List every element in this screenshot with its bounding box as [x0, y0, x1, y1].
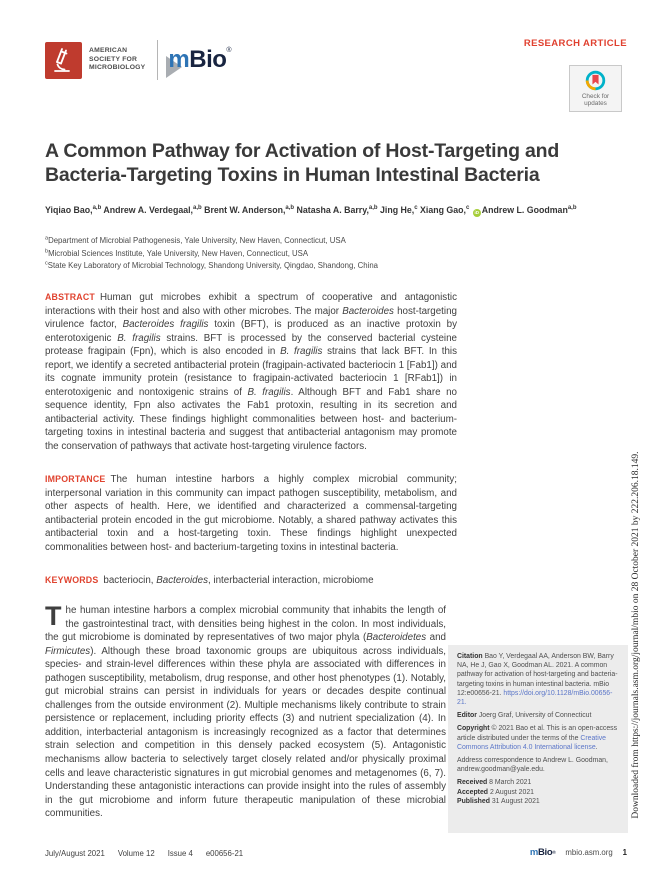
logo-divider [157, 40, 158, 80]
asm-logo [45, 42, 145, 79]
footer-issue-date: July/August 2021 [45, 849, 105, 858]
affiliation-c: $^c$State Key Laboratory of Microbial Technology, Shandong University, Qingdao, Shandong, China [45, 260, 379, 271]
abstract-label: ABSTRACT [45, 292, 95, 302]
drop-cap: T [45, 601, 62, 631]
authors-group-2: Andrew L. Goodman$^{a,b}$ [481, 205, 577, 215]
received-date: Received 8 March 2021 [457, 779, 532, 787]
intro-paragraph [45, 601, 446, 821]
author-list [45, 205, 625, 217]
citation-metadata-box [448, 645, 628, 833]
keywords-line [45, 574, 457, 588]
abstract-paragraph [45, 291, 457, 454]
affiliation-list [45, 235, 378, 273]
footer-volume: Volume 12 [117, 849, 155, 858]
footer-page-number: 1 [622, 848, 627, 857]
citation-text[interactable]: Citation Bao Y, Verdegaal AA, Anderson BW, Barry NA, He J, Gao X, Goodman AL. 2021. A common pathway for activation of host-targeting and bacteria-targeting toxins in human intestinal bacteria. mBio 12:e00656-21. https://doi.org/10.1128/mBio.00656-21. [457, 653, 618, 707]
article-type-label: RESEARCH ARTICLE [523, 38, 627, 49]
keywords-text: bacteriocin, Bacteroides, interbacterial interaction, microbiome [103, 575, 374, 586]
editor-text: Editor Joerg Graf, University of Connecticut [457, 712, 592, 720]
importance-label: IMPORTANCE [45, 474, 106, 484]
header [45, 40, 232, 80]
copyright-text[interactable]: Copyright © 2021 Bao et al. This is an open-access article distributed under the terms of the Creative Commons Attribution 4.0 International license. [457, 725, 618, 751]
importance-text: The human intestine harbors a highly complex microbial community; interpersonal variation in this community can impact pathogen susceptibility, metabolism, and other aspects of health. Here, we identified and characterized a commensal-targeting antibacterial protein encoded in the gut microbiome. Notably, a shared pathway activates this antibacterial toxin and a host-targeting toxin. These findings highlight unexpected commonalities between host- and bacterium-targeting toxins in intestinal bacteria. [45, 474, 457, 553]
asm-society-name: AMERICAN SOCIETY FOR MICROBIOLOGY [89, 47, 146, 72]
intro-text: he human intestine harbors a complex microbial community that inhabits the length of the gastrointestinal tract, with densities being highest in the colon. In most individuals, the gut microbiome is dominated by representatives of two major phyla (Bacteroidetes and Firmicutes). Although these broad taxonomic groups are ubiquitous across individuals, species- and strain-level differences within these phyla are associated with differences in pathogen susceptibility, metabolism, drug response, and other host phenotypes (1). Notably, gut microbial strains can persist in individuals for years or decades despite continual challenges from the outside environment (2). Multiple mechanisms likely contribute to strain persistence or replacement, including priority effects (3) and nutrient specialization (4). In addition, interbacterial antagonism is increasingly recognized as a factor that determines strain selection and competition in this densely packed ecosystem (5). Antagonistic mechanisms allow bacteria to selectively target closely related and/or physically proximal cells and leave characteristic signatures in gut microbial genomes and metagenomes (6, 7). Understanding these antagonistic interactions can provide insight into the rules of assembly in the gut microbiome and inform future therapeutic manipulation of these microbial communities. [45, 605, 446, 820]
accepted-date: Accepted 2 August 2021 [457, 788, 535, 796]
download-watermark: Downloaded from https://journals.asm.org/journal/mbio on 28 October 2021 by 222.206.18.149. [631, 451, 641, 819]
affiliation-b: $^b$Microbial Sciences Institute, Yale University, New Haven, Connecticut, USA [45, 248, 309, 258]
mbio-journal-logo [168, 48, 231, 72]
footer-issue: Issue 4 [167, 849, 193, 858]
crossmark-icon [585, 70, 606, 91]
orcid-icon[interactable]: iD [474, 210, 480, 215]
asm-microscope-icon [45, 42, 82, 79]
importance-paragraph [45, 473, 457, 554]
check-for-updates-button[interactable] [569, 65, 622, 112]
affiliation-a: $^a$Department of Microbial Pathogenesis, Yale University, New Haven, Connecticut, USA [45, 235, 346, 245]
authors-group-1: Yiqiao Bao,$^{a,b}$ Andrew A. Verdegaal,$^{a,b}$ Brent W. Anderson,$^{a,b}$ Natasha A. Barry,$^{a,b}$ Jing He,$^c$ Xiang Gao,$^c$ [45, 205, 470, 215]
footer-site-link[interactable]: mbio.asm.org [565, 848, 613, 857]
registered-mark: ® [226, 47, 232, 54]
published-date: Published 31 August 2021 [457, 797, 540, 805]
mbio-wordmark: mBio [168, 46, 227, 73]
check-for-updates-label: Check for updates [581, 92, 610, 107]
footer-mbio-logo: mBio® [529, 847, 556, 858]
footer-journal-info [530, 847, 627, 858]
abstract-text: Human gut microbes exhibit a spectrum of cooperative and antagonistic interactions with their host and also with other microbes. The major Bacteroides host-targeting virulence factor, Bacteroides fragilis toxin (BFT), is produced as an inactive protoxin by enterotoxigenic B. fragilis strains. BFT is processed by the conserved bacterial cysteine protease fragipain (Fpn), which is also encoded in B. fragilis strains that lack BFT. In this report, we identify a secreted antibacterial protein (fragipain-activated bacteriocin 1 [Fab1]) and its cognate immunity protein (resistance to fragipain-activated bacteriocin 1 [RFab1]) in enterotoxigenic and nontoxigenic strains of B. fragilis. Although BFT and Fab1 share no sequence identity, Fpn also activates the Fab1 protoxin, resulting in its secretion and antibacterial activity. These findings highlight commonalities between host- and bacterium-targeting toxins in intestinal bacteria and suggest that antibacterial antagonism may promote the conservation of pathways that activate host-targeting virulence factors. [45, 292, 458, 453]
footer-issue-info [45, 849, 256, 858]
footer-article-id: e00656-21 [205, 849, 244, 858]
correspondence-text: Address correspondence to Andrew L. Goodman, andrew.goodman@yale.edu. [457, 757, 608, 774]
article-title: A Common Pathway for Activation of Host-Targeting and Bacteria-Targeting Toxins in Human Intestinal Bacteria [45, 140, 560, 186]
keywords-label: KEYWORDS [45, 575, 99, 585]
